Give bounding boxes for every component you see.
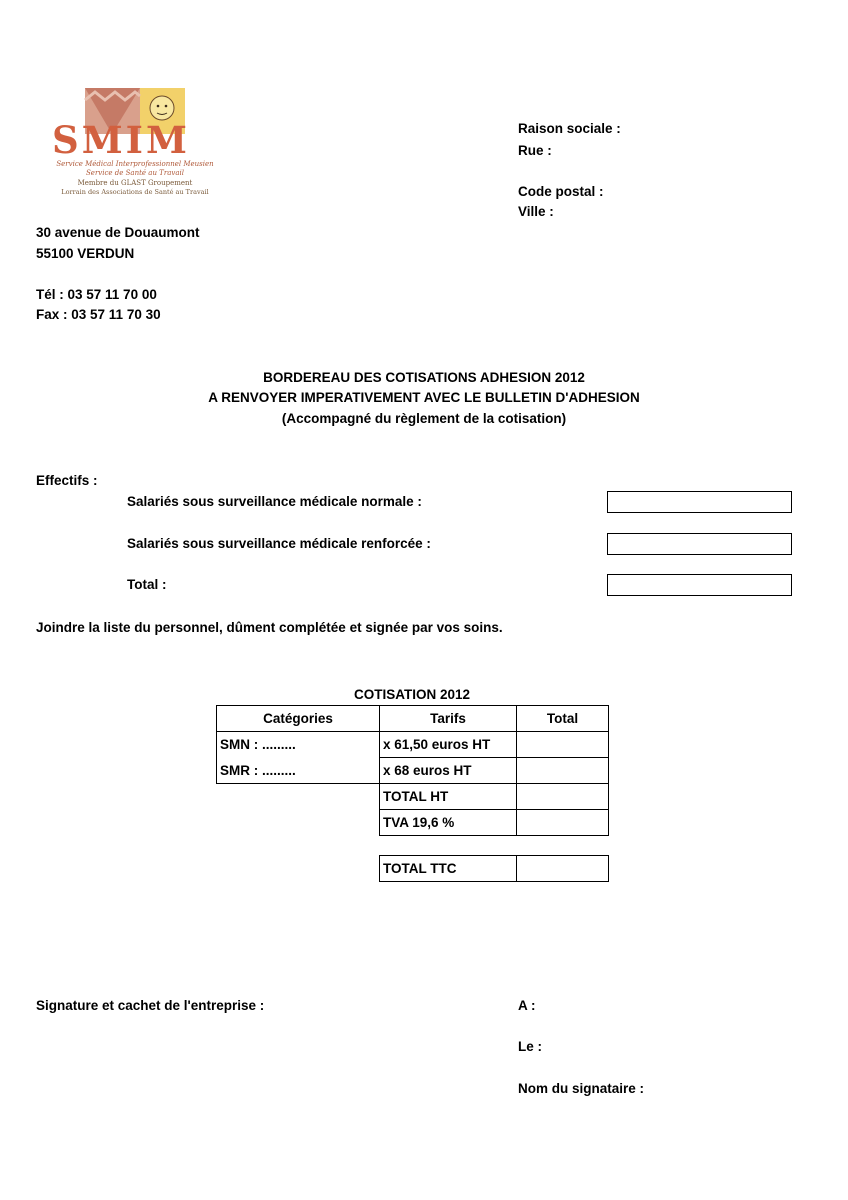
header-total: Total: [517, 706, 609, 732]
smr-tarif: x 68 euros HT: [380, 758, 517, 784]
personnel-list-note: Joindre la liste du personnel, dûment complétée et signée par vos soins.: [36, 620, 503, 635]
heading-line-1: BORDEREAU DES COTISATIONS ADHESION 2012: [263, 370, 585, 385]
smr-category: SMR : .........: [217, 758, 380, 784]
smr-total-cell[interactable]: [517, 758, 609, 784]
effectifs-total-field[interactable]: [607, 574, 792, 596]
address-city: 55100 VERDUN: [36, 246, 135, 261]
smim-logo: [50, 86, 220, 201]
header-tarifs: Tarifs: [380, 706, 517, 732]
smr-count-field[interactable]: [607, 533, 792, 555]
smr-label: Salariés sous surveillance médicale renforcée :: [127, 536, 431, 551]
smn-tarif: x 61,50 euros HT: [380, 732, 517, 758]
logo-line-3: Membre du GLAST Groupement: [77, 179, 193, 187]
date-label: Le :: [518, 1039, 543, 1054]
effectifs-label: Effectifs :: [36, 473, 98, 488]
smn-count-field[interactable]: [607, 491, 792, 513]
header-categories: Catégories: [217, 706, 380, 732]
signature-label: Signature et cachet de l'entreprise :: [36, 998, 265, 1013]
total-ht-cell[interactable]: [517, 784, 609, 810]
smn-label: Salariés sous surveillance médicale normale :: [127, 494, 422, 509]
heading-line-2: A RENVOYER IMPERATIVEMENT AVEC LE BULLETIN D'ADHESION: [208, 390, 640, 405]
smn-category: SMN : .........: [217, 732, 380, 758]
rue-label: Rue :: [518, 143, 552, 158]
cotisation-title: COTISATION 2012: [354, 687, 471, 702]
heading-line-3: (Accompagné du règlement de la cotisation): [281, 411, 567, 426]
cotisation-table: [216, 705, 609, 882]
total-ttc-label: TOTAL TTC: [380, 856, 517, 882]
signataire-label: Nom du signataire :: [518, 1081, 645, 1096]
logo-line-1: Service Médical Interprofessionnel Meusien: [56, 160, 214, 168]
address-fax: Fax : 03 57 11 70 30: [36, 307, 161, 322]
tva-cell[interactable]: [517, 810, 609, 836]
total-ht-label: TOTAL HT: [380, 784, 517, 810]
lieu-label: A :: [518, 998, 536, 1013]
logo-line-4: Lorrain des Associations de Santé au Travail: [61, 188, 209, 196]
tva-label: TVA 19,6 %: [380, 810, 517, 836]
logo-line-2: Service de Santé au Travail: [86, 169, 184, 177]
address-street: 30 avenue de Douaumont: [36, 225, 200, 240]
smn-total-cell[interactable]: [517, 732, 609, 758]
effectifs-total-label: Total :: [127, 577, 167, 592]
address-tel: Tél : 03 57 11 70 00: [36, 287, 157, 302]
raison-sociale-label: Raison sociale :: [518, 121, 621, 136]
logo-name: SMIM: [52, 118, 190, 162]
ville-label: Ville :: [518, 204, 554, 219]
code-postal-label: Code postal :: [518, 184, 604, 199]
total-ttc-cell[interactable]: [517, 856, 609, 882]
